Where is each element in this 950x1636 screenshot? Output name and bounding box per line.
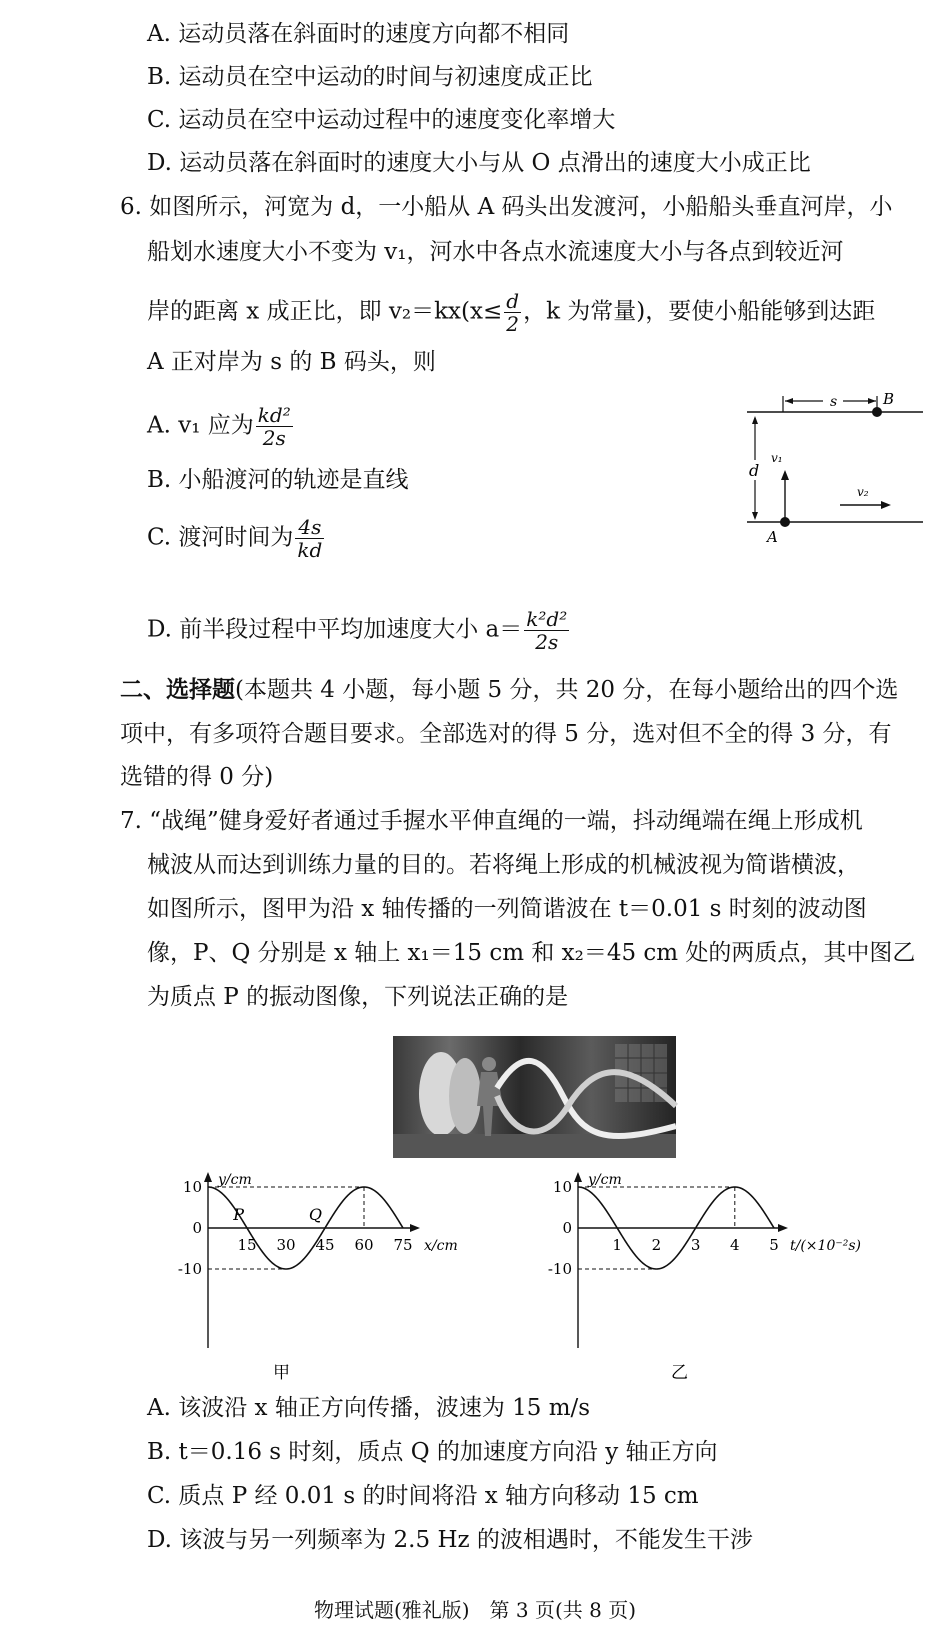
s-arrowhead-left [785, 398, 793, 404]
section2-title: 二、选择题 [120, 676, 235, 703]
dock-b [872, 407, 882, 417]
v1-arrowhead [781, 470, 789, 480]
section2-line1 [120, 674, 898, 706]
vibration-graph-yi [547, 1168, 900, 1388]
q6-stem-line4: A 正对岸为 s 的 B 码头，则 [147, 349, 436, 375]
q6-line3-frac [504, 290, 521, 335]
q5-option-a: A. 运动员落在斜面时的速度方向都不相同 [147, 21, 570, 47]
y-tick-label: 10 [552, 1178, 572, 1196]
q6-option-c [147, 516, 326, 561]
x-tick-label: 45 [315, 1236, 335, 1254]
v2-arrowhead [881, 501, 891, 509]
river-crossing-figure [745, 392, 925, 552]
athlete-head [482, 1057, 496, 1071]
q6-c-prefix: C. 渡河时间为 [147, 524, 294, 551]
q7-option-a: A. 该波沿 x 轴正方向传播，波速为 15 m/s [147, 1395, 591, 1421]
x-tick-label: 30 [276, 1236, 296, 1254]
q5-option-d: D. 运动员落在斜面时的速度大小与从 O 点滑出的速度大小成正比 [147, 150, 811, 176]
graph-yi-caption: 乙 [671, 1363, 688, 1383]
y-axis-arrowhead [574, 1172, 582, 1182]
q6-line3-b: ，k 为常量)，要使小船能够到达距 [523, 298, 876, 325]
q7-stem-line1: 7. “战绳”健身爱好者通过手握水平伸直绳的一端，抖动绳端在绳上形成机 [120, 808, 863, 834]
frac-num: kd² [257, 403, 291, 427]
page-footer: 物理试题(雅礼版) 第 3 页(共 8 页) [313, 1598, 637, 1622]
q7-stem-line5: 为质点 P 的振动图像，下列说法正确的是 [147, 984, 569, 1010]
x-tick-label: 5 [769, 1236, 779, 1254]
q6-option-d [147, 608, 571, 653]
q6-stem-line1: 6. 如图所示，河宽为 d，一小船从 A 码头出发渡河，小船船头垂直河岸，小 [120, 194, 893, 220]
x-axis-arrowhead [778, 1224, 788, 1232]
x-tick-label: 3 [690, 1236, 701, 1254]
q7-stem-line3: 如图所示，图甲为沿 x 轴传播的一列简谐波在 t＝0.01 s 时刻的波动图 [147, 896, 867, 922]
q6-d-prefix: D. 前半段过程中平均加速度大小 a＝ [147, 616, 523, 643]
s-arrowhead-right [868, 398, 876, 404]
q6-stem-line2: 船划水速度大小不变为 v₁，河水中各点水流速度大小与各点到较近河 [147, 239, 844, 265]
point-label-p: P [233, 1205, 244, 1224]
v2-label: v₂ [857, 485, 869, 499]
frac-den: 2s [262, 426, 286, 450]
section2-line2: 项中，有多项符合题目要求。全部选对的得 5 分，选对但不全的得 3 分，有 [120, 721, 892, 747]
d-arrowhead-bottom [752, 512, 758, 520]
graph-yi-marks [548, 1172, 861, 1348]
x-tick-label: 1 [612, 1236, 622, 1254]
q7-option-b: B. t＝0.16 s 时刻，质点 Q 的加速度方向沿 y 轴正方向 [147, 1439, 718, 1465]
frac-den: 2 [506, 312, 520, 336]
y-tick-label: 0 [192, 1219, 202, 1237]
battle-rope-photo-art [393, 1036, 676, 1158]
y-axis-label: y/cm [218, 1172, 252, 1188]
dock-a-label: A [767, 528, 778, 546]
rope-spool-2 [449, 1058, 481, 1134]
x-tick-label: 60 [354, 1236, 374, 1254]
x-axis-label: t/(×10⁻²s) [790, 1238, 861, 1254]
q7-stem-line4: 像，P、Q 分别是 x 轴上 x₁＝15 cm 和 x₂＝45 cm 处的两质点，其中图乙 [147, 940, 916, 966]
section2-line3: 选错的得 0 分) [120, 764, 274, 790]
q6-a-prefix: A. v₁ 应为 [147, 412, 254, 439]
frac-num: k²d² [526, 607, 568, 631]
x-axis-label: x/cm [424, 1238, 458, 1254]
y-axis-label: y/cm [588, 1172, 622, 1188]
y-tick-label: -10 [177, 1260, 202, 1278]
dock-b-label: B [883, 390, 895, 408]
d-arrowhead-top [752, 416, 758, 424]
q7-stem-line2: 械波从而达到训练力量的目的。若将绳上形成的机械波视为简谐横波， [147, 852, 860, 878]
y-tick-label: 10 [182, 1178, 202, 1196]
section2-desc: (本题共 4 小题，每小题 5 分，共 20 分，在每小题给出的四个选 [235, 677, 899, 703]
frac-num: d [506, 289, 520, 313]
frac-den: 2s [535, 630, 559, 654]
q6-d-frac [524, 608, 569, 653]
y-tick-label: -10 [547, 1260, 572, 1278]
x-tick-label: 75 [393, 1236, 413, 1254]
q6-a-frac [256, 404, 293, 449]
s-label: s [830, 394, 838, 410]
q7-option-d: D. 该波与另一列频率为 2.5 Hz 的波相遇时，不能发生干涉 [147, 1527, 753, 1553]
point-label-q: Q [308, 1205, 322, 1224]
y-axis-arrowhead [204, 1172, 212, 1182]
q5-option-c: C. 运动员在空中运动过程中的速度变化率增大 [147, 107, 616, 133]
q6-c-frac [295, 516, 324, 561]
q6-line3-a: 岸的距离 x 成正比，即 v₂＝kx(x≤ [147, 298, 503, 325]
q7-option-c: C. 质点 P 经 0.01 s 的时间将沿 x 轴方向移动 15 cm [147, 1483, 699, 1509]
q6-option-b: B. 小船渡河的轨迹是直线 [147, 467, 409, 493]
y-tick-label: 0 [562, 1219, 572, 1237]
q6-stem-line3 [147, 290, 875, 335]
frac-den: kd [297, 538, 323, 562]
x-axis-arrowhead [410, 1224, 420, 1232]
wave-graph-jia [177, 1168, 480, 1388]
q5-option-b: B. 运动员在空中运动的时间与初速度成正比 [147, 64, 593, 90]
x-tick-label: 2 [651, 1236, 662, 1254]
q6-option-a [147, 404, 295, 449]
frac-num: 4s [295, 516, 324, 539]
graph-jia-caption: 甲 [273, 1363, 290, 1383]
dock-a [780, 517, 790, 527]
x-tick-label: 4 [730, 1236, 740, 1254]
graph-jia-marks [178, 1172, 458, 1348]
d-label: d [749, 461, 760, 480]
battle-rope-photo [393, 1036, 676, 1158]
x-tick-label: 15 [237, 1236, 257, 1254]
v1-label: v₁ [771, 451, 783, 465]
